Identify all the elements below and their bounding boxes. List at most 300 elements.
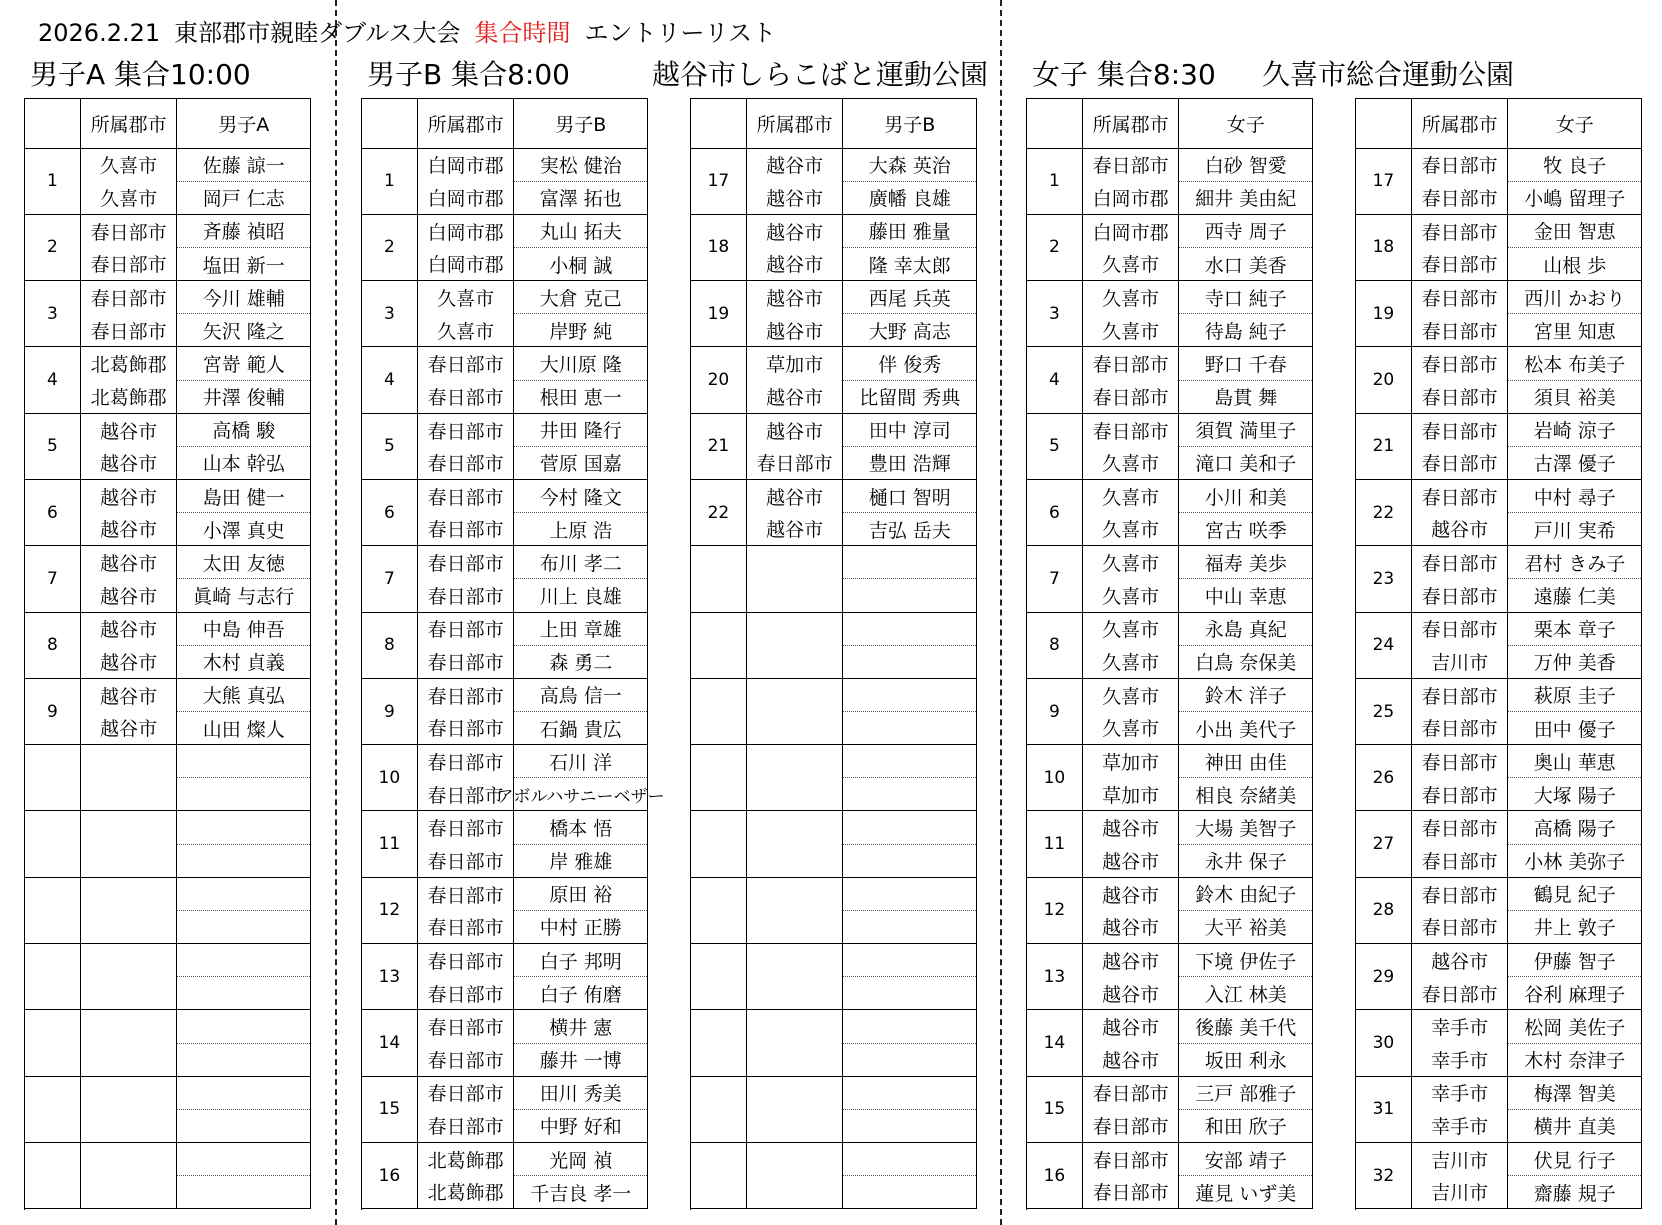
player-2: 井澤 俊輔: [202, 387, 285, 410]
table-row: [25, 811, 311, 877]
pair-number: 7: [25, 546, 81, 612]
city-cell: [1083, 613, 1180, 679]
pair-number: 2: [362, 215, 418, 281]
city-1: 春日部市: [1092, 1083, 1169, 1106]
pair-number: [691, 811, 747, 877]
player-2: 根田 恵一: [539, 387, 622, 410]
player-cell: [1179, 281, 1313, 347]
player-1: 布川 孝二: [514, 546, 647, 579]
city-2: 北葛飾郡: [427, 1182, 504, 1205]
player-1: 横井 憲: [514, 1010, 647, 1043]
player-2: 岡戸 仁志: [202, 188, 285, 211]
player-1: [177, 878, 310, 911]
city-2: 春日部市: [90, 320, 167, 343]
city-2: 久喜市: [1102, 254, 1160, 277]
city-cell: [418, 1077, 515, 1143]
player-2: 山田 燦人: [202, 718, 285, 741]
pair-number: 6: [1027, 480, 1083, 546]
city-1: 久喜市: [1102, 619, 1160, 642]
player-1: 奥山 華恵: [1508, 745, 1641, 778]
table-row: [691, 745, 977, 811]
city-1: 久喜市: [1102, 486, 1160, 509]
player-cell: [1179, 1077, 1313, 1143]
city-cell: [418, 480, 515, 546]
player-2: 宮古 咲季: [1204, 519, 1287, 542]
player-cell: [177, 745, 311, 811]
pair-number: 8: [1027, 613, 1083, 679]
table-row: [1027, 613, 1313, 679]
city-2: 春日部市: [427, 850, 504, 873]
player-1: 大倉 克己: [514, 281, 647, 314]
city-1: 春日部市: [1092, 420, 1169, 443]
city-1: 白岡市郡: [427, 155, 504, 178]
player-2: 中野 好和: [539, 1116, 622, 1139]
city-2: 春日部市: [1421, 718, 1498, 741]
player-2: [843, 911, 976, 943]
player-2: 戸川 実希: [1533, 519, 1616, 542]
player-cell: [1179, 944, 1313, 1010]
pair-number: [25, 1143, 81, 1209]
player-cell: [1508, 679, 1642, 745]
table-row: [691, 149, 977, 215]
city-2: 幸手市: [1431, 1049, 1489, 1072]
player-cell: [1508, 811, 1642, 877]
city-1: [81, 811, 177, 844]
pair-number: 22: [1356, 480, 1412, 546]
table-row: [1356, 1010, 1642, 1076]
player-cell: [1508, 1143, 1642, 1209]
title-highlight: 集合時間: [474, 19, 571, 47]
header-player: 女子: [1179, 99, 1313, 149]
table-row: [25, 414, 311, 480]
player-2: 和田 欣子: [1204, 1116, 1287, 1139]
player-2: 谷利 麻理子: [1524, 983, 1626, 1006]
city-1: 北葛飾郡: [427, 1149, 504, 1172]
table-row: [1356, 613, 1642, 679]
table-row: [362, 546, 648, 612]
header-number: [1356, 99, 1412, 149]
player-2: 千吉良 孝一: [530, 1182, 632, 1205]
table-row: [691, 281, 977, 347]
city-2: 草加市: [1102, 784, 1160, 807]
pair-number: 21: [1356, 414, 1412, 480]
player-2: 相良 奈緒美: [1195, 784, 1297, 807]
pair-number: 20: [691, 347, 747, 413]
pair-number: 16: [362, 1143, 418, 1209]
city-cell: [1083, 1077, 1180, 1143]
city-1: 春日部市: [1421, 354, 1498, 377]
header-player: 男子A: [177, 99, 311, 149]
player-1: [843, 745, 976, 778]
city-1: [747, 944, 843, 977]
table-header-row: [362, 99, 648, 149]
player-cell: [1179, 480, 1313, 546]
city-1: 春日部市: [427, 619, 504, 642]
player-cell: [1508, 745, 1642, 811]
player-1: 鈴木 洋子: [1179, 679, 1312, 712]
table-row: [691, 878, 977, 944]
pair-number: [25, 811, 81, 877]
player-cell: [1179, 149, 1313, 215]
player-cell: [514, 546, 648, 612]
pair-number: [25, 944, 81, 1010]
player-1: 大場 美智子: [1179, 811, 1312, 844]
city-1: [747, 811, 843, 844]
player-1: 高橋 陽子: [1508, 811, 1641, 844]
player-cell: [843, 1143, 977, 1209]
city-cell: [1083, 414, 1180, 480]
player-cell: [177, 414, 311, 480]
player-2: 比留間 秀典: [859, 387, 961, 410]
table-row: [1356, 944, 1642, 1010]
city-cell: [418, 944, 515, 1010]
player-2: 須貝 裕美: [1533, 387, 1616, 410]
table-row: [362, 1143, 648, 1209]
table-row: [691, 1143, 977, 1209]
pair-number: [691, 679, 747, 745]
player-cell: [843, 414, 977, 480]
player-2: 上原 浩: [549, 519, 613, 542]
player-2: [843, 646, 976, 678]
table-row: [1027, 149, 1313, 215]
player-cell: [843, 1077, 977, 1143]
city-cell: [1412, 1143, 1509, 1209]
city-2: 越谷市: [1431, 519, 1489, 542]
city-2: [747, 1109, 843, 1142]
city-1: 春日部市: [427, 884, 504, 907]
pair-number: 1: [1027, 149, 1083, 215]
city-cell: [747, 215, 844, 281]
player-cell: [177, 215, 311, 281]
pair-number: 14: [362, 1010, 418, 1076]
city-cell: [418, 613, 515, 679]
city-cell: [1412, 347, 1509, 413]
player-2: 石鍋 貴広: [539, 718, 622, 741]
player-1: 実松 健治: [514, 149, 647, 182]
city-2: 久喜市: [1102, 320, 1160, 343]
player-2: 廣幡 良雄: [868, 188, 951, 211]
pair-number: 26: [1356, 745, 1412, 811]
city-2: 越谷市: [766, 254, 824, 277]
header-city: 所属郡市: [418, 99, 515, 149]
pair-number: 22: [691, 480, 747, 546]
player-1: 梅澤 智美: [1508, 1077, 1641, 1110]
city-cell: [747, 745, 844, 811]
divider-left: [335, 0, 337, 1225]
player-2: 万仲 美香: [1533, 652, 1616, 675]
city-1: 春日部市: [1421, 420, 1498, 443]
city-cell: [1412, 613, 1509, 679]
city-cell: [418, 414, 515, 480]
city-1: 春日部市: [1421, 486, 1498, 509]
heading-women: 女子 集合8:30: [1032, 58, 1216, 91]
player-1: 丸山 拓夫: [514, 215, 647, 248]
player-2: アボルハサニーベザー: [514, 778, 647, 810]
city-cell: [81, 281, 178, 347]
player-2: 山本 幹弘: [202, 453, 285, 476]
pair-number: 24: [1356, 613, 1412, 679]
city-1: 春日部市: [1421, 553, 1498, 576]
player-2: 坂田 利永: [1204, 1050, 1287, 1073]
player-2: 小桐 誠: [549, 254, 613, 277]
city-2: 春日部市: [90, 254, 167, 277]
city-1: 越谷市: [100, 685, 158, 708]
player-1: 福寿 美歩: [1179, 546, 1312, 579]
table-row: [362, 347, 648, 413]
city-1: 越谷市: [766, 155, 824, 178]
player-cell: [496, 745, 665, 811]
pair-number: 4: [1027, 347, 1083, 413]
player-2: 中村 正勝: [539, 917, 622, 940]
table-row: [362, 745, 665, 811]
city-cell: [747, 347, 844, 413]
city-cell: [747, 613, 844, 679]
player-2: 入江 林美: [1204, 983, 1287, 1006]
pair-number: [691, 745, 747, 811]
player-1: [843, 1077, 976, 1110]
city-1: 久喜市: [1102, 685, 1160, 708]
player-cell: [514, 215, 648, 281]
header-player: 男子B: [843, 99, 977, 149]
table-row: [362, 1010, 648, 1076]
city-2: [81, 1176, 177, 1209]
pair-number: 17: [1356, 149, 1412, 215]
city-cell: [1083, 944, 1180, 1010]
city-1: 春日部市: [427, 1017, 504, 1040]
city-cell: [81, 149, 178, 215]
city-2: 春日部市: [1421, 254, 1498, 277]
city-cell: [1412, 1010, 1509, 1076]
player-1: [843, 1010, 976, 1043]
title-date: 2026.2.21: [38, 19, 161, 47]
player-2: 岸野 純: [549, 320, 613, 343]
city-1: 春日部市: [427, 752, 504, 774]
city-2: [747, 844, 843, 877]
player-1: [843, 546, 976, 579]
table-row: [25, 546, 311, 612]
table-row: [1027, 878, 1313, 944]
pair-number: 18: [691, 215, 747, 281]
player-1: [177, 944, 310, 977]
city-1: 春日部市: [427, 354, 504, 377]
city-1: 越谷市: [766, 221, 824, 244]
player-cell: [514, 149, 648, 215]
player-1: 大森 英治: [843, 149, 976, 182]
city-2: 越谷市: [766, 519, 824, 542]
player-2: 小澤 真史: [202, 519, 285, 542]
city-cell: [1412, 679, 1509, 745]
player-cell: [843, 149, 977, 215]
city-cell: [418, 1143, 515, 1209]
city-2: 越谷市: [1102, 850, 1160, 873]
city-1: 春日部市: [1421, 685, 1498, 708]
pair-number: 17: [691, 149, 747, 215]
table-row: [1356, 480, 1642, 546]
city-2: 春日部市: [1421, 917, 1498, 940]
player-1: [177, 745, 310, 778]
player-1: 栗本 章子: [1508, 613, 1641, 646]
player-1: 萩原 圭子: [1508, 679, 1641, 712]
player-2: 眞崎 与志行: [193, 585, 295, 608]
player-cell: [514, 613, 648, 679]
player-1: 金田 智恵: [1508, 215, 1641, 248]
city-1: [81, 1077, 177, 1110]
player-2: 豊田 浩輝: [868, 453, 951, 476]
city-cell: [418, 811, 515, 877]
city-cell: [747, 281, 844, 347]
page-title: [38, 16, 776, 50]
city-2: [747, 645, 843, 678]
pair-number: 1: [362, 149, 418, 215]
city-1: 越谷市: [766, 486, 824, 509]
city-1: 白岡市郡: [1092, 221, 1169, 244]
city-2: 吉川市: [1431, 1182, 1489, 1205]
city-2: 春日部市: [427, 386, 504, 409]
player-2: [177, 778, 310, 810]
city-cell: [747, 811, 844, 877]
player-1: [843, 878, 976, 911]
city-1: 越谷市: [766, 420, 824, 443]
player-1: 大熊 真弘: [177, 679, 310, 712]
city-2: 春日部市: [1421, 784, 1498, 807]
player-2: 蓮見 いず美: [1195, 1182, 1297, 1205]
heading-men-a: 男子A 集合10:00: [30, 58, 251, 91]
city-2: 久喜市: [1102, 652, 1160, 675]
pair-number: 5: [1027, 414, 1083, 480]
city-2: 久喜市: [1102, 718, 1160, 741]
table-row: [691, 347, 977, 413]
player-2: 小嶋 留理子: [1524, 188, 1626, 211]
pair-number: 5: [25, 414, 81, 480]
player-1: [843, 613, 976, 646]
player-1: 松岡 美佐子: [1508, 1010, 1641, 1043]
header-number: [691, 99, 747, 149]
city-1: 春日部市: [1421, 619, 1498, 642]
city-cell: [418, 347, 515, 413]
player-cell: [1508, 347, 1642, 413]
player-2: [177, 1176, 310, 1208]
city-cell: [1083, 215, 1180, 281]
table-row: [25, 679, 311, 745]
city-2: 白岡市郡: [427, 254, 504, 277]
city-2: 春日部市: [427, 453, 504, 476]
player-2: 矢沢 隆之: [202, 320, 285, 343]
player-cell: [514, 347, 648, 413]
player-cell: [514, 1143, 648, 1209]
pair-number: [691, 1077, 747, 1143]
player-cell: [843, 944, 977, 1010]
city-cell: [1083, 745, 1180, 811]
city-2: 春日部市: [1421, 187, 1498, 210]
player-cell: [514, 679, 648, 745]
table-row: [691, 215, 977, 281]
table-row: [25, 1077, 311, 1143]
city-1: 春日部市: [1421, 884, 1498, 907]
table-row: [1356, 1077, 1642, 1143]
player-1: 須賀 満里子: [1179, 414, 1312, 447]
heading-men-b: 男子B 集合8:00: [367, 58, 570, 91]
player-1: 高鳥 信一: [514, 679, 647, 712]
table-row: [25, 745, 311, 811]
city-2: 越谷市: [100, 718, 158, 741]
player-cell: [177, 1077, 311, 1143]
player-cell: [843, 613, 977, 679]
city-cell: [1083, 149, 1180, 215]
table-row: [691, 613, 977, 679]
player-cell: [1508, 281, 1642, 347]
city-1: [81, 1010, 177, 1043]
player-cell: [177, 811, 311, 877]
pair-number: [691, 1143, 747, 1209]
city-2: 久喜市: [100, 187, 158, 210]
table-header-row: [691, 99, 977, 149]
player-cell: [1508, 546, 1642, 612]
player-2: [177, 977, 310, 1009]
heading-venue-b: 越谷市しらこばと運動公園: [652, 58, 989, 91]
city-1: 春日部市: [1421, 221, 1498, 244]
header-player: 男子B: [514, 99, 648, 149]
city-1: 久喜市: [437, 287, 495, 310]
player-1: 鈴木 由紀子: [1179, 878, 1312, 911]
player-cell: [1179, 546, 1313, 612]
player-2: 白鳥 奈保美: [1195, 652, 1297, 675]
player-2: 木村 奈津子: [1524, 1050, 1626, 1073]
player-1: 伊藤 智子: [1508, 944, 1641, 977]
pair-number: 5: [362, 414, 418, 480]
city-2: 久喜市: [1102, 519, 1160, 542]
player-1: 鶴見 紀子: [1508, 878, 1641, 911]
pair-number: 11: [1027, 811, 1083, 877]
table-row: [1356, 811, 1642, 877]
table-row: [1027, 944, 1313, 1010]
player-2: 小出 美代子: [1195, 718, 1297, 741]
player-2: 井上 敦子: [1533, 917, 1616, 940]
table-row: [1356, 1143, 1642, 1209]
city-2: 越谷市: [1102, 983, 1160, 1006]
player-cell: [177, 281, 311, 347]
city-1: 春日部市: [1092, 1149, 1169, 1172]
city-2: 越谷市: [1102, 917, 1160, 940]
pair-number: 13: [1027, 944, 1083, 1010]
city-2: 越谷市: [100, 585, 158, 608]
player-2: [843, 778, 976, 810]
player-1: 野口 千春: [1179, 347, 1312, 380]
city-1: 春日部市: [90, 221, 167, 244]
player-cell: [843, 347, 977, 413]
table-row: [691, 1077, 977, 1143]
player-cell: [177, 613, 311, 679]
city-cell: [1412, 745, 1509, 811]
player-2: [177, 845, 310, 877]
city-1: 越谷市: [1431, 950, 1489, 973]
player-cell: [177, 546, 311, 612]
player-2: 川上 良雄: [539, 585, 622, 608]
entry-table-women-1: [1026, 98, 1313, 1210]
city-1: 白岡市郡: [427, 221, 504, 244]
player-cell: [177, 679, 311, 745]
city-1: 春日部市: [90, 287, 167, 310]
pair-number: [691, 878, 747, 944]
city-cell: [1412, 281, 1509, 347]
table-row: [1356, 745, 1642, 811]
pair-number: 12: [362, 878, 418, 944]
player-2: 隆 幸太郎: [868, 254, 951, 277]
pair-number: 14: [1027, 1010, 1083, 1076]
table-header-row: [1027, 99, 1313, 149]
pair-number: 13: [362, 944, 418, 1010]
player-2: 宮里 知恵: [1533, 320, 1616, 343]
city-2: 春日部市: [1421, 585, 1498, 608]
